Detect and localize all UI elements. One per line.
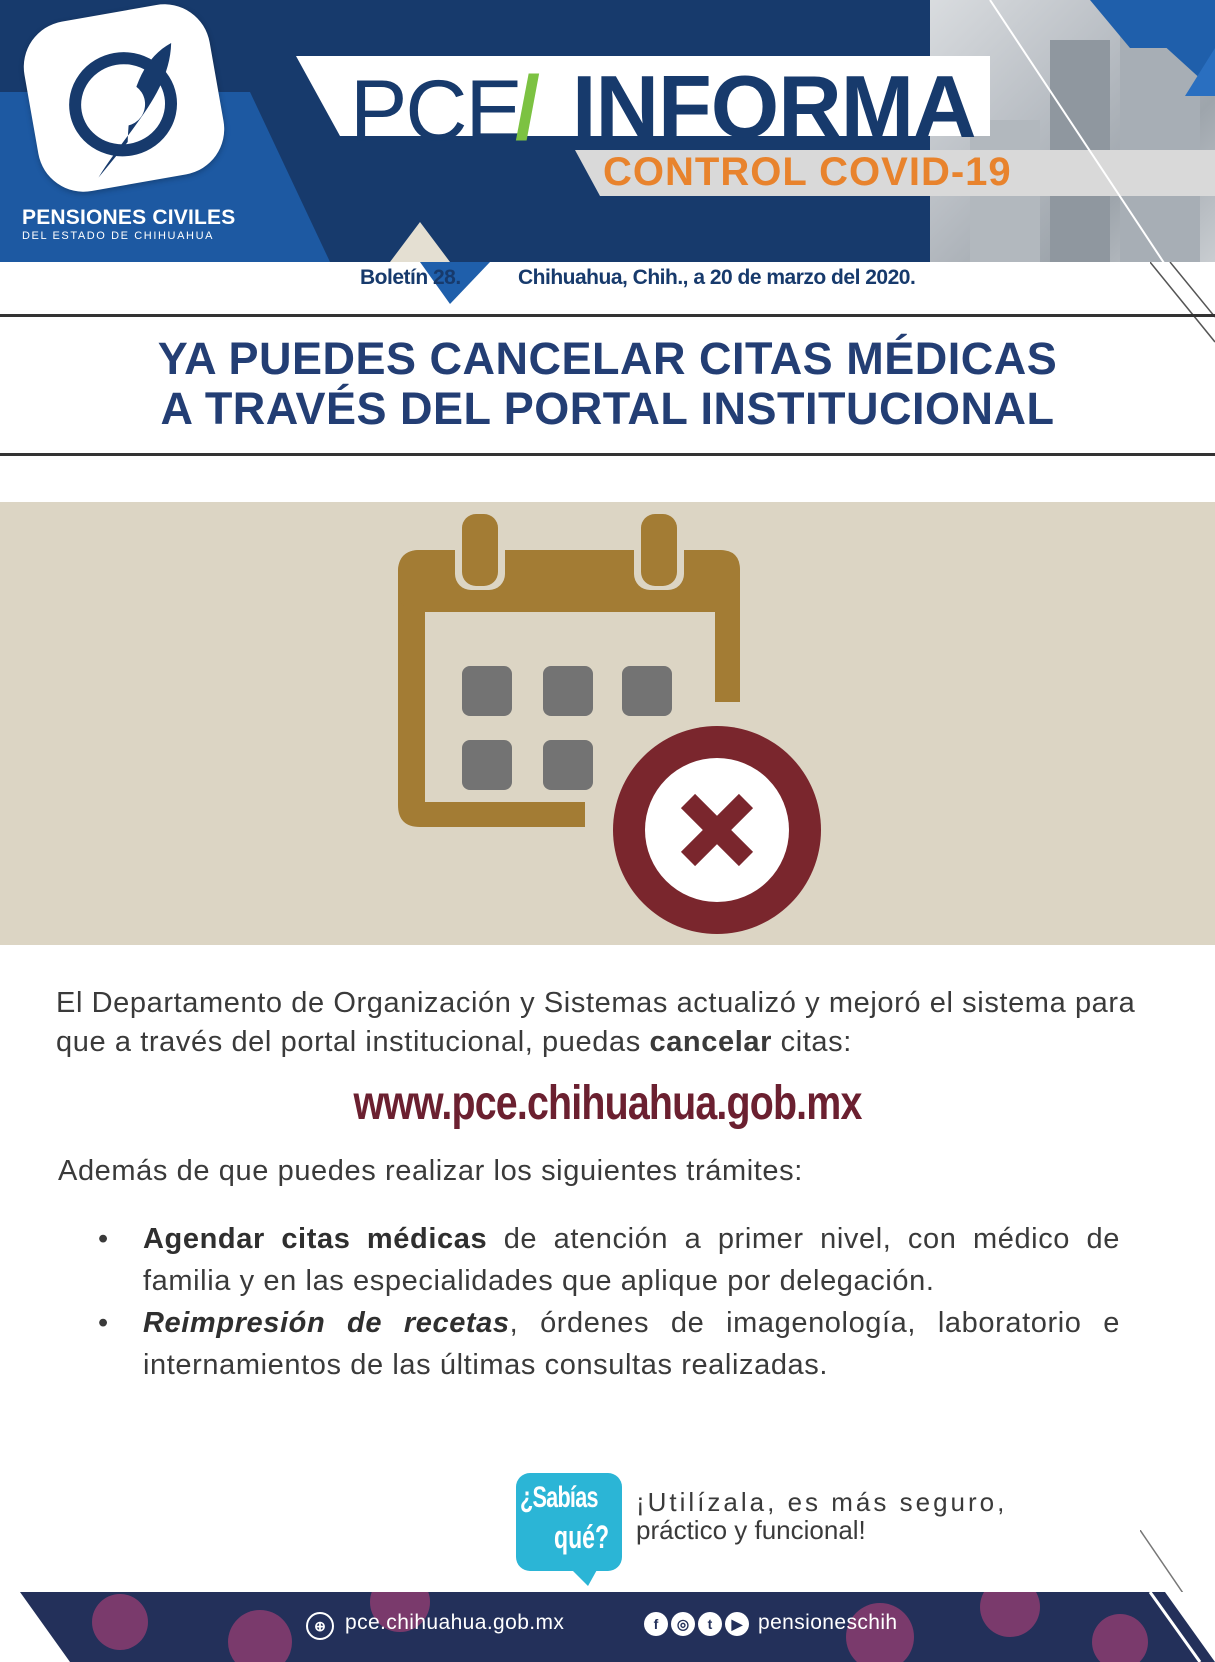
sabias-que-badge (516, 1473, 622, 1571)
bulletin-number: Boletín 28. (360, 266, 461, 289)
bullet-dot: • (98, 1307, 109, 1339)
title-slash: / (515, 59, 541, 159)
intro-bold: cancelar (649, 1026, 772, 1058)
informa-title: INFORMA (572, 57, 976, 156)
social-handle[interactable]: pensioneschih (758, 1611, 898, 1634)
instagram-icon[interactable]: ◎ (671, 1612, 695, 1636)
speech-bubble-tail (570, 1568, 598, 1586)
divider-top (0, 314, 1215, 317)
globe-icon: ⊕ (306, 1612, 334, 1640)
org-name-line1: PENSIONES CIVILES (22, 206, 236, 229)
twitter-icon[interactable]: t (698, 1612, 722, 1636)
tagline-line2: práctico y funcional! (636, 1515, 866, 1545)
intro-text-2: citas: (771, 1026, 852, 1058)
footer-pattern (0, 1592, 1215, 1662)
headline-line2: A TRAVÉS DEL PORTAL INSTITUCIONAL (160, 383, 1055, 434)
list-item-text: de atención a primer nivel, con médico de familia y en las especialidades que aplique por delegación. (143, 1223, 1120, 1297)
calendar-cancel-icon (0, 502, 1215, 945)
org-name (22, 206, 262, 242)
list-item (95, 1302, 1120, 1386)
facebook-icon[interactable]: f (644, 1612, 668, 1636)
sabias-line1: ¿Sabías (520, 1481, 598, 1514)
procedures-list (95, 1218, 1120, 1386)
intro-paragraph (56, 984, 1161, 1062)
list-item-bold: Agendar citas médicas (143, 1223, 488, 1255)
covid-subtitle: CONTROL COVID-19 (603, 150, 1012, 194)
logo-symbol (16, 0, 231, 199)
list-item (95, 1218, 1120, 1302)
youtube-icon[interactable]: ▶ (725, 1612, 749, 1636)
headline-line1: YA PUEDES CANCELAR CITAS MÉDICAS (157, 333, 1058, 384)
sabias-line2: qué? (554, 1519, 610, 1555)
header-triangles (390, 222, 500, 304)
bullet-dot: • (98, 1223, 109, 1255)
footer-website-link[interactable]: pce.chihuahua.gob.mx (345, 1611, 565, 1634)
intro-text-1: El Departamento de Organización y Sistemas actualizó y mejoró el sistema para que a través del portal institucional, puedas (56, 987, 1136, 1058)
list-item-bold: Reimpresión de recetas (143, 1307, 510, 1339)
bulletin-date: Chihuahua, Chih., a 20 de marzo del 2020. (518, 266, 916, 289)
illustration-panel (0, 502, 1215, 945)
procedures-intro: Además de que puedes realizar los siguientes trámites: (58, 1155, 803, 1187)
tagline-line1: ¡Utilízala, es más seguro, (636, 1487, 1008, 1517)
pce-title: PCE (350, 63, 521, 159)
org-name-line2: DEL ESTADO DE CHIHUAHUA (22, 230, 215, 242)
divider-bottom (0, 453, 1215, 456)
footer-bar (0, 1592, 1215, 1662)
logo-badge (16, 0, 231, 199)
tagline (636, 1488, 1007, 1544)
portal-url-link[interactable]: www.pce.chihuahua.gob.mx (353, 1077, 862, 1130)
list-item-text: , órdenes de imagenología, laboratorio e internamientos de las últimas consultas realizadas. (143, 1307, 1120, 1381)
